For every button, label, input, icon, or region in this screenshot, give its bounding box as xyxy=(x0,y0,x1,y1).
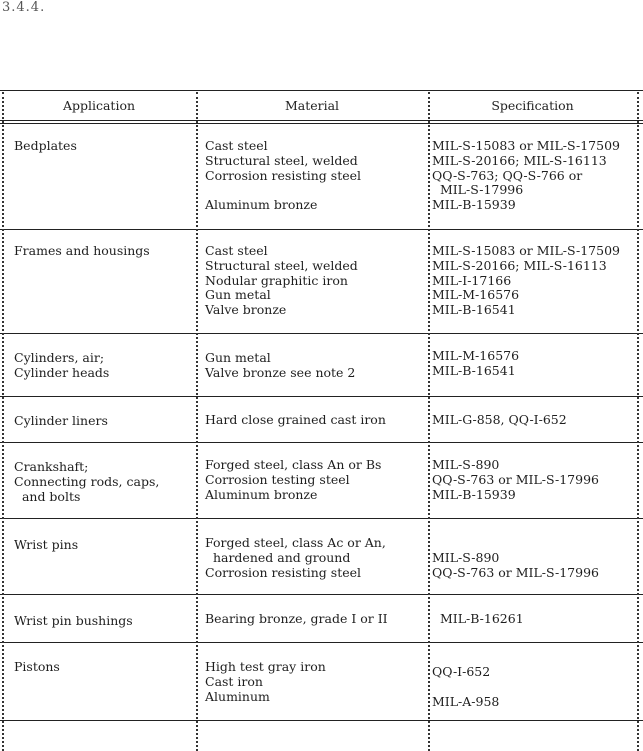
row-wrist-pin-bushings-material: Bearing bronze, grade I or II xyxy=(205,611,388,626)
row-pistons-application: Pistons xyxy=(14,659,60,674)
row-crankshaft-specification: MIL-S-890 QQ-S-763 or MIL-S-17996 MIL-B-15939 xyxy=(432,457,599,502)
row-pistons-specification: QQ-I-652 MIL-A-958 xyxy=(432,664,500,709)
row-divider xyxy=(0,396,643,397)
row-cylinders-material: Gun metal Valve bronze see note 2 xyxy=(205,350,356,380)
row-wrist-pin-bushings-specification: MIL-B-16261 xyxy=(440,611,524,626)
row-cylinder-liners-application: Cylinder liners xyxy=(14,413,108,428)
row-divider xyxy=(0,442,643,443)
row-bedplates-specification: MIL-S-15083 or MIL-S-17509 MIL-S-20166; MIL-S-16113 QQ-S-763; QQ-S-766 or MIL-S-17996 MIL-B-15939 xyxy=(432,138,620,213)
row-divider xyxy=(0,594,643,595)
row-frames-specification: MIL-S-15083 or MIL-S-17509 MIL-S-20166; MIL-S-16113 MIL-I-17166 MIL-M-16576 MIL-B-16541 xyxy=(432,243,620,318)
column-separator-left xyxy=(2,92,4,751)
row-pistons-material: High test gray iron Cast iron Aluminum xyxy=(205,659,326,704)
section-number: 3.4.4. xyxy=(2,0,46,15)
row-cylinders-application: Cylinders, air; Cylinder heads xyxy=(14,350,110,380)
row-frames-application: Frames and housings xyxy=(14,243,150,258)
column-separator-2 xyxy=(428,92,430,751)
row-crankshaft-material: Forged steel, class An or Bs Corrosion testing steel Aluminum bronze xyxy=(205,457,382,502)
row-wrist-pins-application: Wrist pins xyxy=(14,537,79,552)
column-separator-1 xyxy=(196,92,198,751)
row-wrist-pins-specification: MIL-S-890 QQ-S-763 or MIL-S-17996 xyxy=(432,549,599,580)
row-bedplates-material: Cast steel Structural steel, welded Corrosion resisting steel Aluminum bronze xyxy=(205,138,362,213)
row-divider xyxy=(0,333,643,334)
row-frames-material: Cast steel Structural steel, welded Nodular graphitic iron Gun metal Valve bronze xyxy=(205,243,358,318)
row-crankshaft-application: Crankshaft; Connecting rods, caps, and bolts xyxy=(14,459,160,504)
header-application: Application xyxy=(62,98,136,113)
header-specification: Specification xyxy=(491,98,574,113)
table-top-border xyxy=(0,90,643,91)
row-divider xyxy=(0,518,643,519)
row-wrist-pin-bushings-application: Wrist pin bushings xyxy=(14,613,133,628)
row-wrist-pins-material: Forged steel, class Ac or An, hardened and ground Corrosion resisting steel xyxy=(205,535,386,580)
header-bottom-border xyxy=(0,120,643,121)
header-bottom-border-2 xyxy=(0,123,643,124)
column-separator-right xyxy=(637,92,639,751)
row-cylinder-liners-specification: MIL-G-858, QQ-I-652 xyxy=(432,412,567,427)
row-cylinders-specification: MIL-M-16576 MIL-B-16541 xyxy=(432,348,520,378)
row-bedplates-application: Bedplates xyxy=(14,138,77,153)
row-divider xyxy=(0,642,643,643)
row-divider xyxy=(0,229,643,230)
row-cylinder-liners-material: Hard close grained cast iron xyxy=(205,412,386,427)
header-material: Material xyxy=(284,98,340,113)
row-divider xyxy=(0,720,643,721)
